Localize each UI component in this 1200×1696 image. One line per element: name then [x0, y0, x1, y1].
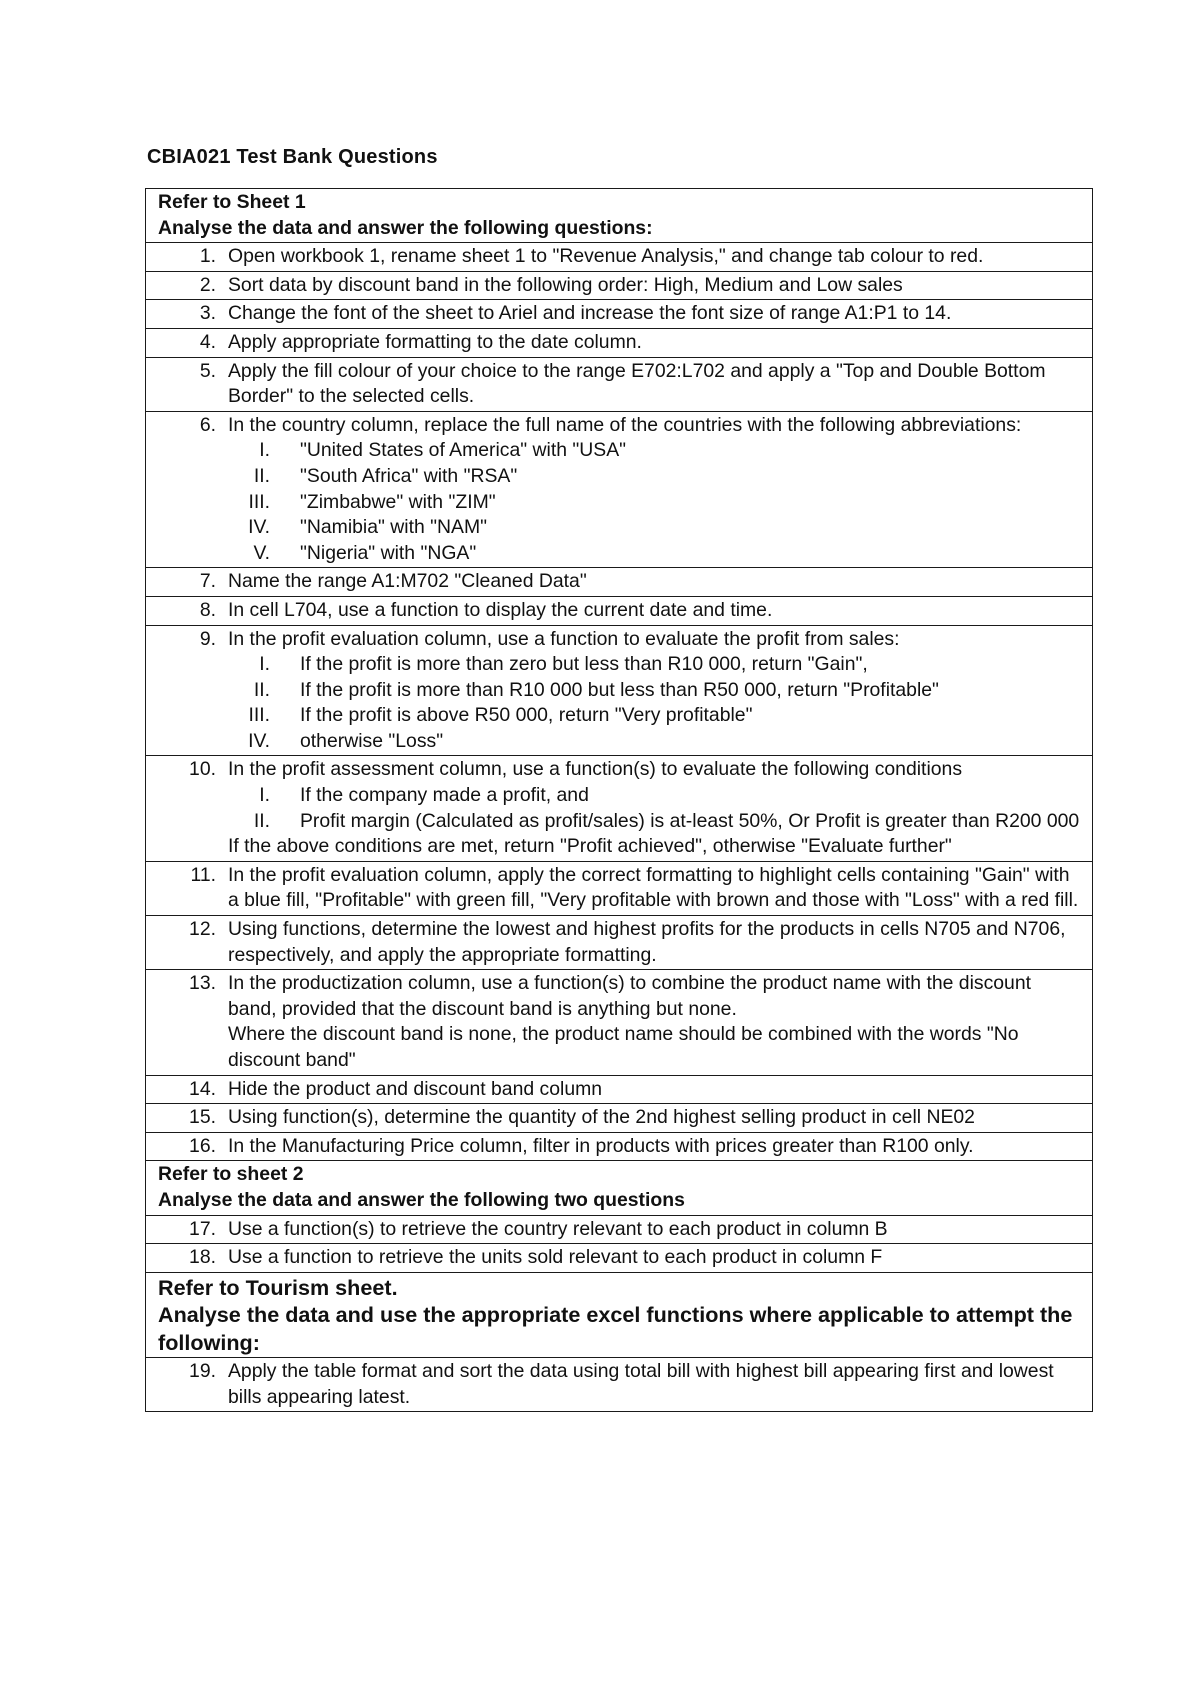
question-row: [146, 1244, 1093, 1273]
question-text: [228, 330, 1082, 356]
sub-item-number: IV.: [248, 729, 270, 752]
question-cell: [146, 970, 1093, 1075]
question-number: 6.: [199, 413, 216, 436]
question-cell: [146, 1075, 1093, 1104]
section-reference: Refer to sheet 2: [158, 1163, 304, 1186]
question-number: 9.: [199, 627, 216, 650]
question-text: [228, 569, 1082, 595]
question-number: 2.: [199, 273, 216, 296]
section-header-cell: [146, 1272, 1093, 1358]
section-instruction: Analyse the data and answer the following two questions: [158, 1188, 685, 1211]
question-number: 8.: [199, 598, 216, 621]
question-cell: [146, 861, 1093, 915]
question-row: [146, 1075, 1093, 1104]
question-item: [156, 244, 1082, 270]
question-item: [156, 301, 1082, 327]
question-number: 18.: [189, 1246, 216, 1269]
question-row: [146, 970, 1093, 1075]
question-item: [156, 917, 1082, 968]
sub-item-text: If the profit is more than zero but less than R10 000, return "Gain",: [300, 653, 868, 676]
question-text: [228, 1105, 1082, 1131]
question-row: [146, 756, 1093, 861]
section-header-row: [146, 1272, 1093, 1358]
question-item: [156, 330, 1082, 356]
question-number: 3.: [199, 302, 216, 325]
question-row: [146, 300, 1093, 329]
question-text: [228, 1245, 1082, 1271]
sub-item: [156, 678, 1082, 704]
question-cell: [146, 357, 1093, 411]
sub-item-text: otherwise "Loss": [300, 729, 444, 752]
sub-item-text: "United States of America" with "USA": [300, 439, 627, 462]
sub-item-number: I.: [259, 439, 270, 462]
question-text: [228, 301, 1082, 327]
question-note: Where the discount band is none, the product name should be combined with the words "No discount band": [228, 1023, 1019, 1071]
question-cell: [146, 1244, 1093, 1273]
question-main-text: In the profit evaluation column, apply the correct formatting to highlight cells containing "Gain" with a blue fill, "Profitable" with green fill, "Very profitable with brown and those with "Loss" with a red fill.: [228, 863, 1079, 912]
sub-item: [156, 490, 1082, 516]
question-table-body: [146, 189, 1093, 1412]
question-row: [146, 271, 1093, 300]
question-item: [156, 1359, 1082, 1410]
question-item: [156, 1217, 1082, 1243]
section-header-row: [146, 189, 1093, 243]
question-text: [228, 413, 1082, 567]
question-cell: [146, 916, 1093, 970]
question-cell: [146, 1215, 1093, 1244]
question-main-text: In the Manufacturing Price column, filter in products with prices greater than R100 only.: [228, 1134, 974, 1157]
section-header-row: [146, 1161, 1093, 1215]
question-note: If the above conditions are met, return "Profit achieved", otherwise "Evaluate further": [228, 835, 952, 858]
question-item: [156, 359, 1082, 410]
sub-item-text: If the company made a profit, and: [300, 784, 589, 807]
sub-item-text: "Namibia" with "NAM": [300, 516, 488, 539]
question-row: [146, 596, 1093, 625]
question-text: [228, 1217, 1082, 1243]
question-number: 15.: [189, 1106, 216, 1129]
question-number: 14.: [189, 1077, 216, 1100]
question-number: 7.: [199, 570, 216, 593]
question-row: [146, 243, 1093, 272]
sub-item: [156, 783, 1082, 809]
question-cell: [146, 1104, 1093, 1133]
question-main-text: In the profit evaluation column, use a function to evaluate the profit from sales:: [228, 627, 900, 650]
sub-item-text: If the profit is more than R10 000 but less than R50 000, return "Profitable": [300, 678, 939, 701]
question-number: 10.: [189, 758, 216, 781]
question-text: [228, 598, 1082, 624]
sub-item-text: "Zimbabwe" with "ZIM": [300, 490, 496, 513]
sub-item-text: "South Africa" with "RSA": [300, 464, 518, 487]
question-text: [228, 1359, 1082, 1410]
sub-item: [156, 515, 1082, 541]
sub-item-number: IV.: [248, 516, 270, 539]
sub-item-number: V.: [253, 541, 270, 564]
sub-item-text: Profit margin (Calculated as profit/sales) is at-least 50%, Or Profit is greater than R200 000: [300, 809, 1080, 832]
question-main-text: Change the font of the sheet to Ariel and increase the font size of range A1:P1 to 14.: [228, 302, 952, 325]
question-text: [228, 917, 1082, 968]
sub-item: [156, 652, 1082, 678]
question-item: [156, 1245, 1082, 1271]
question-main-text: In the profit assessment column, use a function(s) to evaluate the following conditions: [228, 758, 963, 781]
question-cell: [146, 568, 1093, 597]
question-row: [146, 625, 1093, 756]
question-row: [146, 328, 1093, 357]
sub-item: [156, 438, 1082, 464]
question-row: [146, 568, 1093, 597]
section-instruction: Analyse the data and use the appropriate excel functions where applicable to attempt the following:: [158, 1302, 1073, 1355]
question-item: [156, 598, 1082, 624]
sub-item-number: I.: [259, 784, 270, 807]
question-cell: [146, 328, 1093, 357]
question-item: [156, 757, 1082, 859]
document-title: CBIA021 Test Bank Questions: [147, 146, 438, 168]
sub-item-number: II.: [253, 809, 270, 832]
question-main-text: Using functions, determine the lowest and highest profits for the products in cells N705 and N706, respectively, and apply the appropriate formatting.: [228, 918, 1066, 966]
question-main-text: In cell L704, use a function to display the current date and time.: [228, 598, 773, 621]
question-number: 11.: [190, 863, 216, 886]
question-cell: [146, 625, 1093, 756]
question-item: [156, 971, 1082, 1073]
question-number: 4.: [199, 330, 216, 353]
sub-item-number: I.: [259, 653, 270, 676]
question-row: [146, 411, 1093, 568]
sub-item-number: III.: [248, 490, 270, 513]
question-row: [146, 861, 1093, 915]
question-number: 16.: [189, 1134, 216, 1157]
question-text: [228, 863, 1082, 914]
question-text: [228, 627, 1082, 755]
sub-item-number: II.: [253, 464, 270, 487]
sub-item-text: If the profit is above R50 000, return "Very profitable": [300, 704, 753, 727]
question-table: [145, 188, 1093, 1412]
sub-item: [156, 703, 1082, 729]
question-main-text: Sort data by discount band in the following order: High, Medium and Low sales: [228, 273, 903, 296]
question-number: 13.: [189, 972, 216, 995]
question-text: [228, 757, 1082, 859]
question-item: [156, 569, 1082, 595]
section-instruction: Analyse the data and answer the following questions:: [158, 216, 653, 239]
question-row: [146, 1215, 1093, 1244]
question-row: [146, 357, 1093, 411]
sub-item: [156, 541, 1082, 567]
question-main-text: Name the range A1:M702 "Cleaned Data": [228, 570, 587, 593]
question-number: 5.: [199, 359, 216, 382]
question-cell: [146, 271, 1093, 300]
section-header-cell: [146, 1161, 1093, 1215]
question-text: [228, 359, 1082, 410]
sub-item: [156, 729, 1082, 755]
question-row: [146, 1358, 1093, 1412]
question-row: [146, 1104, 1093, 1133]
sub-item-number: II.: [253, 678, 270, 701]
question-cell: [146, 1358, 1093, 1412]
question-item: [156, 627, 1082, 755]
section-header-cell: [146, 189, 1093, 243]
question-number: 12.: [189, 918, 216, 941]
question-text: [228, 971, 1082, 1073]
sub-item-number: III.: [248, 704, 270, 727]
section-reference: Refer to Tourism sheet.: [158, 1274, 398, 1300]
question-number: 19.: [189, 1360, 216, 1383]
question-item: [156, 413, 1082, 567]
question-main-text: Use a function(s) to retrieve the country relevant to each product in column B: [228, 1217, 888, 1240]
question-row: [146, 1132, 1093, 1161]
question-main-text: Hide the product and discount band column: [228, 1077, 603, 1100]
question-number: 1.: [199, 245, 216, 268]
question-item: [156, 1077, 1082, 1103]
question-item: [156, 1134, 1082, 1160]
question-number: 17.: [189, 1217, 216, 1240]
question-main-text: Apply appropriate formatting to the date column.: [228, 330, 642, 353]
question-main-text: Open workbook 1, rename sheet 1 to "Revenue Analysis," and change tab colour to red.: [228, 245, 984, 268]
question-text: [228, 1077, 1082, 1103]
question-item: [156, 863, 1082, 914]
question-cell: [146, 243, 1093, 272]
question-main-text: Use a function to retrieve the units sold relevant to each product in column F: [228, 1246, 883, 1269]
section-reference: Refer to Sheet 1: [158, 191, 306, 213]
question-main-text: Using function(s), determine the quantity of the 2nd highest selling product in cell NE02: [228, 1106, 975, 1129]
question-text: [228, 1134, 1082, 1160]
question-main-text: In the country column, replace the full name of the countries with the following abbreviations:: [228, 413, 1022, 436]
question-item: [156, 273, 1082, 299]
sub-item: [156, 464, 1082, 490]
sub-item-text: "Nigeria" with "NGA": [300, 541, 477, 564]
question-main-text: Apply the table format and sort the data using total bill with highest bill appearing first and lowest bills appearing latest.: [228, 1360, 1054, 1408]
question-main-text: In the productization column, use a function(s) to combine the product name with the discount band, provided that the discount band is anything but none.: [228, 972, 1032, 1020]
question-text: [228, 244, 1082, 270]
question-cell: [146, 596, 1093, 625]
question-main-text: Apply the fill colour of your choice to the range E702:L702 and apply a "Top and Double Bottom Border" to the selected cells.: [228, 359, 1046, 408]
question-item: [156, 1105, 1082, 1131]
question-cell: [146, 756, 1093, 861]
question-text: [228, 273, 1082, 299]
question-cell: [146, 1132, 1093, 1161]
question-row: [146, 916, 1093, 970]
sub-item: [156, 809, 1082, 835]
question-cell: [146, 300, 1093, 329]
question-cell: [146, 411, 1093, 568]
